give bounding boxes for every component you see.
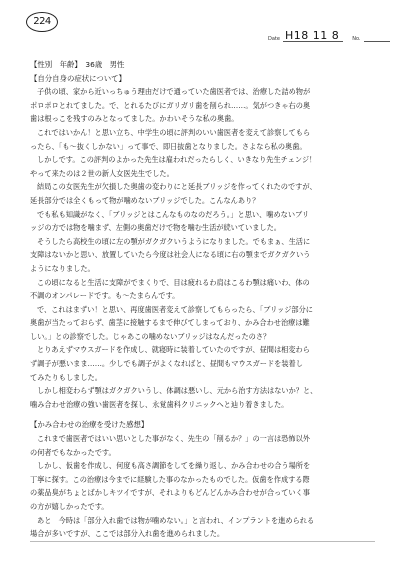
text-line: 結局この女医先生が欠損した奥歯の変わりにと延長ブリッジを作ってくれたのですが、: [37, 182, 317, 192]
text-line: そうしたら高校生の頃に左の顎がガクガクいうようになりました。でもまぁ、生活に: [37, 236, 311, 246]
number-blank: [364, 33, 390, 42]
page-number-stamp: 224: [26, 12, 58, 32]
bottom-rule: [30, 541, 375, 542]
number-label: No.: [352, 36, 361, 42]
text-line: 子供の頃、家から近いっちゅう理由だけで通っていた歯医者では、治療した詰め物が: [37, 87, 311, 97]
text-line: とりあえずマウスガードを作成し、就寝時に装着していたのですが、昼間は相変わら: [37, 345, 310, 355]
text-line: やって来たのは２世の新人女医先生でした。: [30, 168, 174, 178]
text-line: しかし相変わらず顎はガクガクいうし、体調は悪いし、元から治す方法はないか？と、: [37, 386, 318, 396]
text-line: の薬品臭がちょとばかしキツイですが、それよりもどんどんかみ合わせが合っていく事: [30, 488, 310, 498]
date-header: [268, 30, 390, 42]
text-line: しかしです。この評判のよかった先生は雇われだったらしく、いきなり先生チェンジ！: [37, 155, 317, 165]
text-line: ポロポロとれてました。で、とれるたびにガリガリ歯を削られ……。気がつきゃ右の奥: [30, 100, 311, 110]
text-line: 噛み合わせ治療の強い歯医者を探し、永覚歯科クリニックへと辿り着きました。: [30, 399, 289, 409]
document-body: [30, 58, 375, 541]
text-line: 不調のオンパレードです。も〜たまらんです。: [30, 291, 180, 301]
text-line: ッジの方では物を噛まず、左側の奥歯だけで物を噛む生活が続いていました。: [30, 223, 281, 233]
text-line: の方が嬉しかったです。: [30, 502, 109, 511]
text-line: あと 今時は「部分入れ歯では物が噛めない。」と言われ、インプラントを進められる: [37, 515, 315, 525]
symptoms-body: [30, 85, 375, 411]
text-line: しかし、仮歯を作成し、何度も高さ調節をしてを繰り返し、かみ合わせの合う場所を: [37, 461, 311, 471]
text-line: 歯は根っこを残すのみとなってました。かわいそうな私の奥歯。: [30, 114, 239, 124]
text-line: これまで歯医者ではいい思いとした事がなく、先生の「削るか？」の一言は恐怖以外: [37, 434, 310, 444]
text-line: てみたりもしました。: [30, 372, 102, 382]
text-line: で、これはまずい！と思い、再度歯医者変えて診察してもらったら、「ブリッジ部分に: [37, 304, 313, 314]
date-value: H18 11 8: [283, 30, 343, 42]
text-line: 支障はないかと思い、放置していたら今度は社会人になる頃に右の顎までガクガクいう: [30, 250, 311, 260]
text-line: 奥歯が当たっておらず、歯茎に接触するまで伸びてしまっており、かみ合わせ治療は難: [30, 318, 310, 328]
text-line: これではいかん！と思い立ち、中学生の頃に評判のいい歯医者を変えて診察してもら: [37, 127, 311, 137]
text-line: しい。」との診察でした。じゃあこの噛めないブリッジはなんだったのさ？: [30, 331, 271, 341]
text-line: 場合が多いですが、ここでは部分入れ歯を進められました。: [30, 529, 225, 539]
text-line: 丁寧に探す。この治療は今までに経験した事のなかったものでした。仮歯を作成する際: [30, 474, 310, 484]
section-heading-symptoms: 【自分自身の症状について】: [30, 73, 126, 83]
text-line: でも私も知識がなく、「ブリッジとはこんなものなのだろう。」と思い、噛めないブリ: [37, 209, 310, 219]
section-heading-impressions: 【かみ合わせの治療を受けた感想】: [30, 420, 149, 430]
profile-line: 【性別 年齢】 36歳 男性: [30, 60, 125, 69]
text-line: この頃になると生活に支障がでまくりで、目は疲れるわ肩はこるわ顎は痛いわ、体の: [37, 277, 310, 287]
impressions-body: [30, 432, 375, 541]
date-label: Date: [268, 36, 280, 42]
text-line: 延長部分では全くもって物が噛めないブリッジでした。こんなんあり？: [30, 195, 260, 205]
text-line: ったら、「も〜抜くしかない」って事で、即日抜歯となりました。さよなら私の奥歯。: [30, 141, 307, 151]
text-line: ず調子が悪いまま……。少しでも調子がよくなればと、昼間もマウスガードを装着し: [30, 359, 303, 369]
text-line: ようになりました。: [30, 263, 95, 273]
text-line: の何者でもなかったです。: [30, 447, 116, 457]
